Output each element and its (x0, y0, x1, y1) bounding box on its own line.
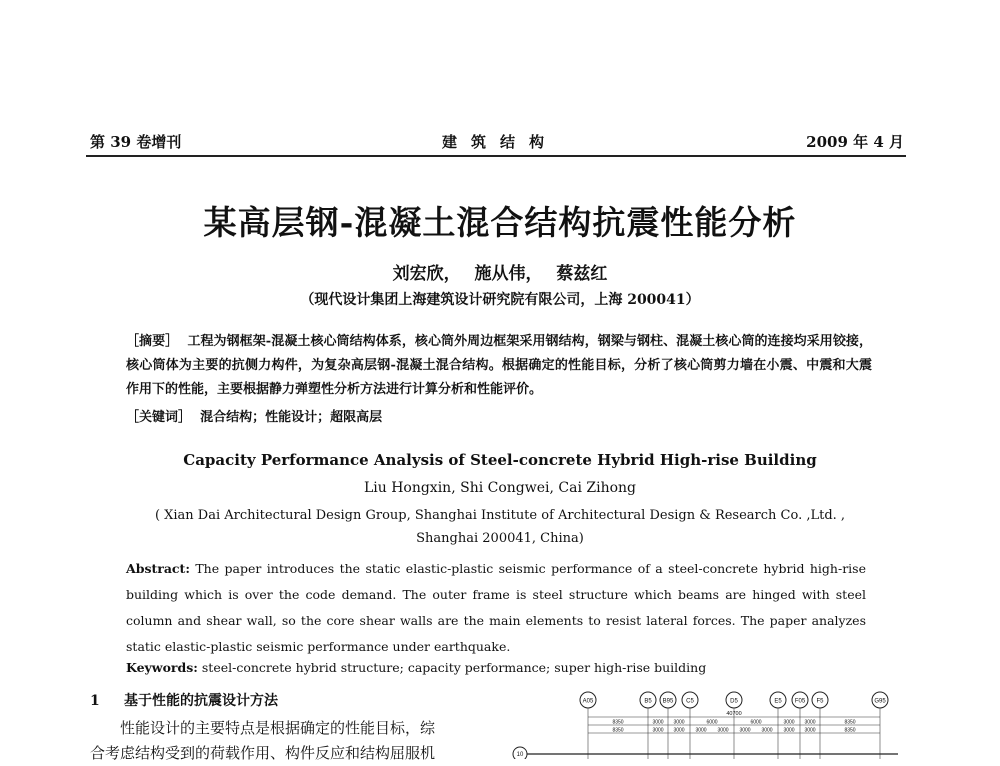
abstract-cn (126, 330, 872, 402)
dimension-row-2-label: 3000 (717, 727, 729, 734)
axis-label: D5 (730, 698, 738, 705)
abstract-cn-label: ［摘要］ (126, 334, 179, 349)
dimension-row-1-label: 8350 (612, 719, 624, 726)
dimension-row-1-label: 8350 (844, 719, 856, 726)
issue-date: 2009 年 4 月 (806, 133, 904, 151)
keywords-cn-text: 混合结构；性能设计；超限高层 (200, 410, 383, 425)
axis-markers (513, 692, 898, 759)
abstract-en (126, 556, 866, 660)
keywords-cn (126, 406, 872, 430)
dimension-row-1-label: 3000 (652, 719, 664, 726)
left-axis-label: 10 (516, 752, 524, 758)
journal-volume: 第 39 卷增刊 (90, 133, 182, 151)
dimension-row-2-label: 8350 (612, 727, 624, 734)
dimension-row-2-label: 3000 (673, 727, 685, 734)
axis-label: C5 (686, 698, 694, 705)
total-dimension: 40700 (726, 711, 742, 717)
affiliation-en-line2: Shanghai 200041, China) (416, 531, 584, 546)
paper-title-en: Capacity Performance Analysis of Steel-concrete Hybrid High-rise Building (183, 451, 817, 469)
dimension-row-2-label: 3000 (695, 727, 707, 734)
dimension-row-1-label: 3000 (673, 719, 685, 726)
dimension-row-1-label: 3000 (804, 719, 816, 726)
keywords-cn-label: ［关键词］ (126, 410, 192, 425)
dimension-row-2-label: 8350 (844, 727, 856, 734)
abstract-en-label: Abstract: (126, 561, 190, 576)
affiliation-cn: （现代设计集团上海建筑设计研究院有限公司，上海 200041） (300, 292, 700, 308)
dimension-row-2-label: 3000 (652, 727, 664, 734)
keywords-en-label: Keywords: (126, 660, 198, 675)
dimension-row-1-label: 6000 (750, 719, 762, 726)
axis-label: G95 (874, 698, 886, 705)
authors-cn: 刘宏欣， 施从伟， 蔡兹红 (392, 264, 608, 284)
section-1-heading (90, 690, 278, 710)
dimension-row-2-label: 3000 (761, 727, 773, 734)
keywords-en (126, 660, 866, 675)
axis-label: F05 (794, 698, 806, 705)
axis-label: B5 (644, 698, 652, 705)
authors-en: Liu Hongxin, Shi Congwei, Cai Zihong (363, 480, 637, 496)
section-1-title: 基于性能的抗震设计方法 (124, 693, 278, 709)
journal-name: 建筑结构 (441, 133, 558, 151)
header-rule (86, 155, 906, 157)
floor-plan-figure (508, 688, 900, 759)
abstract-en-text: The paper introduces the static elastic-plastic seismic performance of a steel-concrete hybrid high-rise building which is over the code demand. The outer frame is steel structure which beams are hinged with steel column and shear wall, so the core shear walls are the main elements to resist lateral forces. The paper analyzes static elastic-plastic seismic performance under earthquake. (126, 561, 866, 654)
section-1-number: 1 (90, 693, 100, 709)
body-line-2: 合考虑结构受到的荷载作用、构件反应和结构屈服机 (90, 744, 436, 762)
axis-label: A05 (582, 698, 594, 705)
dimension-row-1-label: 6000 (706, 719, 718, 726)
axis-label: B95 (662, 698, 674, 705)
body-line-1: 性能设计的主要特点是根据确定的性能目标，综 (120, 719, 436, 737)
dimension-row-2-label: 3000 (783, 727, 795, 734)
axis-label: F5 (816, 698, 824, 705)
affiliation-en-line1: ( Xian Dai Architectural Design Group, Shanghai Institute of Architectural Design & Research Co. ,Ltd. , (154, 508, 846, 523)
axis-label: E5 (774, 698, 782, 705)
dimension-row-2-label: 3000 (739, 727, 751, 734)
abstract-cn-text: 工程为钢框架-混凝土核心筒结构体系，核心筒外周边框架采用钢结构，钢梁与钢柱、混凝土核心筒的连接均采用铰接，核心筒体为主要的抗侧力构件，为复杂高层钢-混凝土混合结构。根据确定的性能目标，分析了核心筒剪力墙在小震、中震和大震作用下的性能，主要根据静力弹塑性分析方法进行计算分析和性能评价。 (126, 334, 872, 397)
dimension-row-2-label: 3000 (804, 727, 816, 734)
dimension-row-1-label: 3000 (783, 719, 795, 726)
paper-title-cn: 某高层钢-混凝土混合结构抗震性能分析 (203, 203, 797, 242)
keywords-en-text: steel-concrete hybrid structure; capacity performance; super high-rise building (201, 660, 707, 675)
